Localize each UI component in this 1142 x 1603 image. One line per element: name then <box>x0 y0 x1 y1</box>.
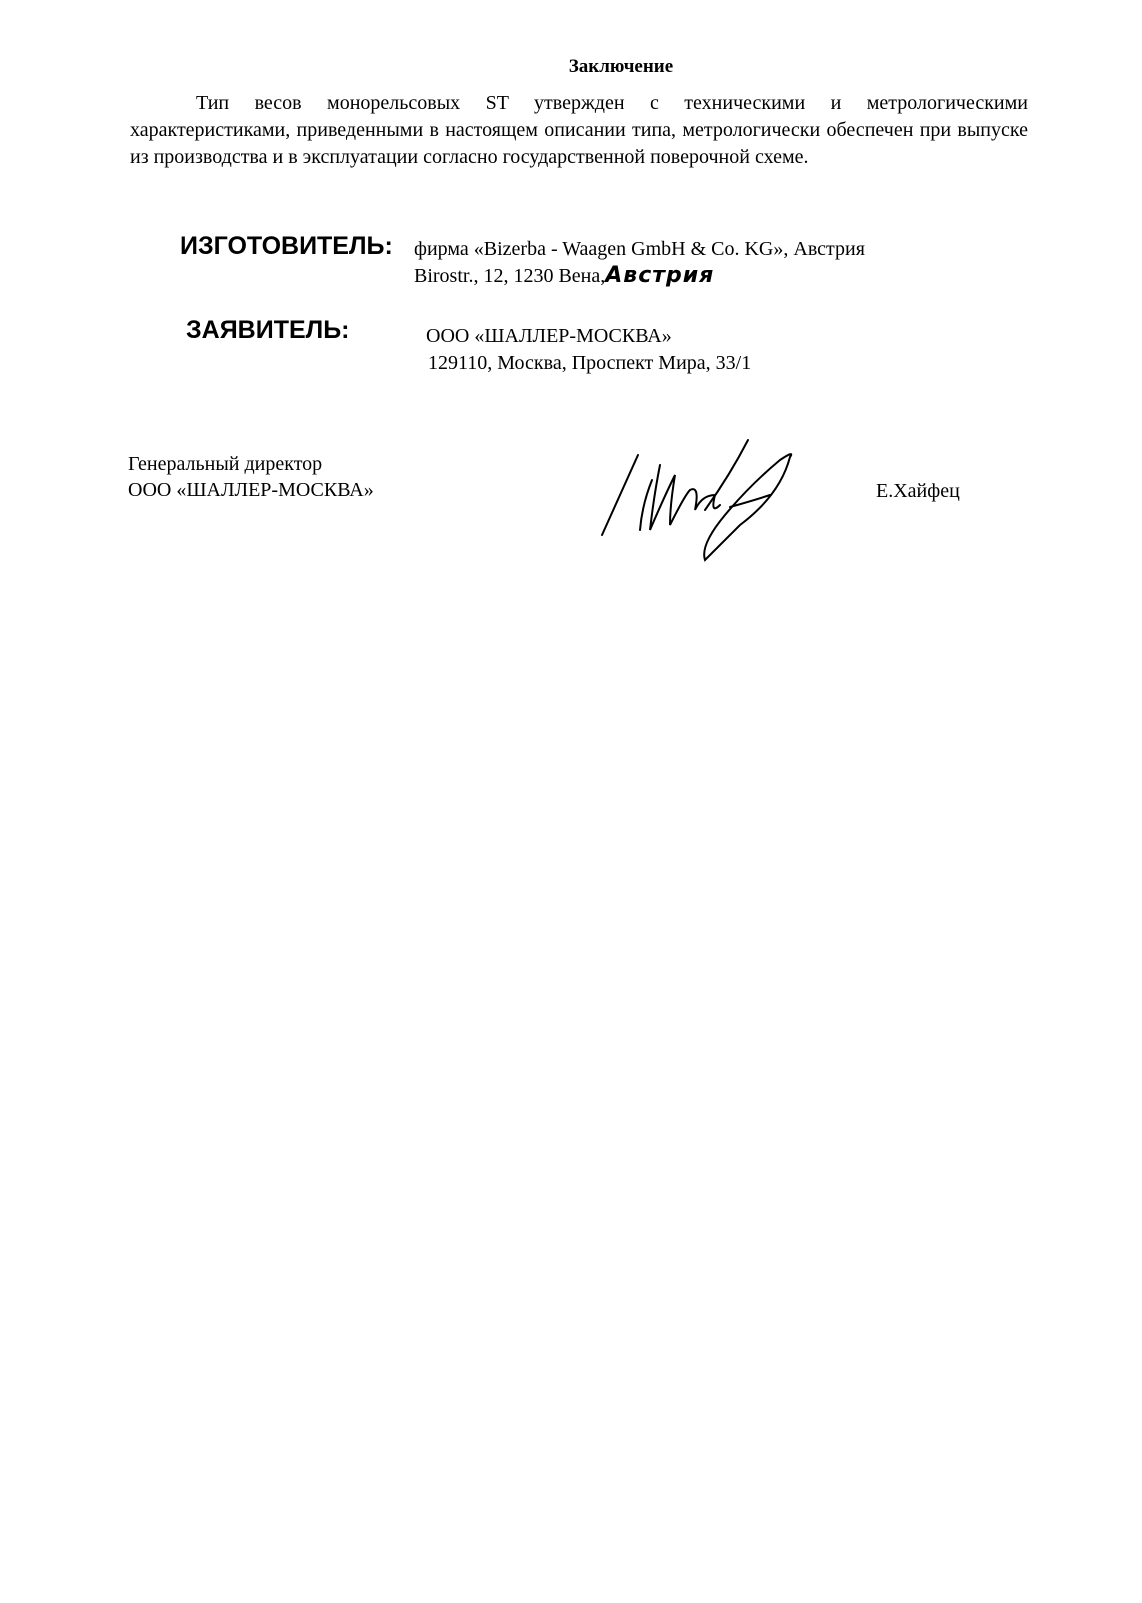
manufacturer-address-text: Birostr., 12, 1230 Вена, <box>414 265 606 287</box>
conclusion-title: Заключение <box>568 56 674 77</box>
handwritten-country: Австрия <box>605 263 715 288</box>
applicant-label: ЗАЯВИТЕЛЬ: <box>186 316 350 344</box>
applicant-name: ООО «ШАЛЛЕР-МОСКВА» <box>426 325 672 347</box>
manufacturer-name: фирма «Bizerba - Waagen GmbH & Co. KG», Австрия <box>414 238 865 260</box>
manufacturer-address <box>414 263 714 289</box>
signer-position: Генеральный директор <box>128 453 323 475</box>
conclusion-paragraph: Тип весов монорельсовых ST утвержден с техническими и метрологическими характеристиками, приведенными в настоящем описании типа, метрологически обеспечен при выпуске из производства и в эксплуатации согласно государственной поверочной схеме. <box>130 92 1028 168</box>
handwritten-signature <box>590 435 810 570</box>
signer-name: Е.Хайфец <box>876 480 960 502</box>
applicant-address: 129110, Москва, Проспект Мира, 33/1 <box>428 352 752 374</box>
manufacturer-label: ИЗГОТОВИТЕЛЬ: <box>180 232 393 260</box>
signer-company: ООО «ШАЛЛЕР-МОСКВА» <box>128 479 374 501</box>
